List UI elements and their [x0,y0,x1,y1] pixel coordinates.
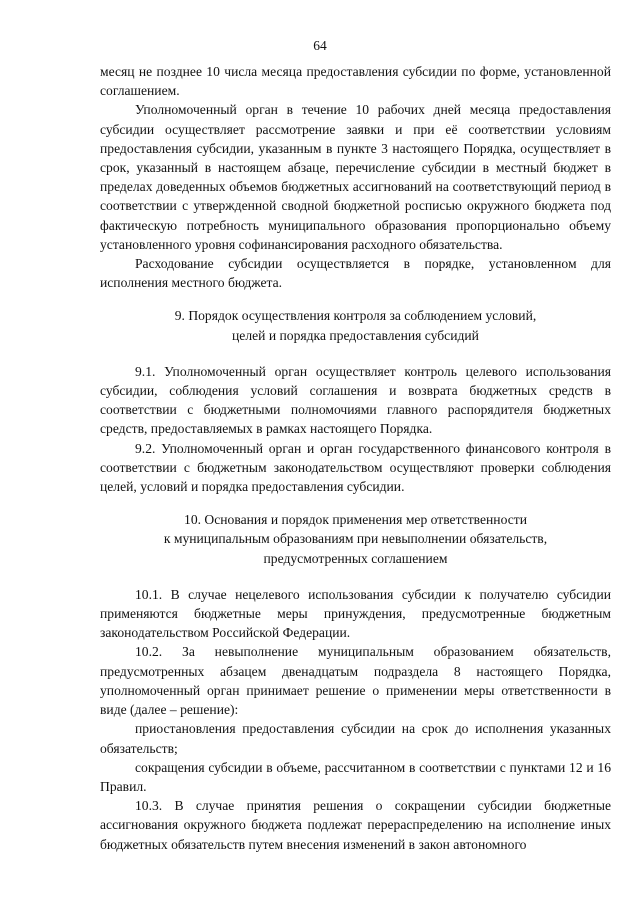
section-10-heading-line: 10. Основания и порядок применения мер ответственности [184,512,527,528]
clause-10-3: 10.3. В случае принятия решения о сокращении субсидии бюджетные ассигнования окружного бюджета подлежат перераспределению на исполнение иных бюджетных обязательств путем внесения изменений в закон автономного [100,798,611,852]
section-10-heading [100,510,611,568]
clause-10-2-suspension: приостановления предоставления субсидии на срок до исполнения указанных обязательств; [100,721,611,756]
section-9-heading-line: 9. Порядок осуществления контроля за соблюдением условий, [174,308,537,324]
clause-9-1: 9.1. Уполномоченный орган осуществляет контроль целевого использования субсидии, соблюдения условий соглашения и возврата бюджетных средств в соответствии с бюджетными полномочиями главного распорядителя бюджетных средств, предоставляемых в рамках настоящего Порядка. [100,363,611,437]
clause-10-2-reduction: сокращения субсидии в объеме, рассчитанном в соответствии с пунктами 12 и 16 Правил. [100,759,611,794]
paragraph-subsidy-spending: Расходование субсидии осуществляется в порядке, установленном для исполнения местного бюджета. [100,256,611,291]
section-9-heading-line: целей и порядка предоставления субсидий [232,327,479,343]
section-9-heading [100,306,611,344]
section-10-heading-line: предусмотренных соглашением [263,550,448,566]
clause-10-1: 10.1. В случае нецелевого использования субсидии к получателю субсидии применяются бюджетные меры принуждения, предусмотренные бюджетным законодательством Российской Федерации. [100,586,611,641]
continuation-paragraph: месяц не позднее 10 числа месяца предоставления субсидии по форме, установленной соглашением. [100,64,611,99]
paragraph-authorized-body: Уполномоченный орган в течение 10 рабочих дней месяца предоставления субсидии осуществляет рассмотрение заявки и при её соответствии условиям предоставления субсидии, указанным в пункте 3 настоящего Порядка, осуществляет в срок, указанный в настоящем абзаце, перечисление субсидии в местный бюджет в пределах доведенных объемов бюджетных ассигнований на соответствующий период в соответствии с утвержденной сводной бюджетной росписью окружного бюджета под фактическую потребность муниципального образования пропорционально объему установленного уровня софинансирования расходного обязательства. [100,102,611,252]
clause-10-2: 10.2. За невыполнение муниципальным образованием обязательств, предусмотренных абзацем двенадцатым подраздела 8 настоящего Порядка, уполномоченный орган принимает решение о применении меры ответственности в виде (далее – решение): [100,644,611,718]
page-number: 64 [313,38,327,53]
clause-9-2: 9.2. Уполномоченный орган и орган государственного финансового контроля в соответствии с бюджетным законодательством осуществляют проверки соблюдения целей, условий и порядка предоставления субсидии. [100,440,611,495]
section-10-heading-line: к муниципальным образованиям при невыполнении обязательств, [163,531,548,547]
document-body [100,62,611,854]
